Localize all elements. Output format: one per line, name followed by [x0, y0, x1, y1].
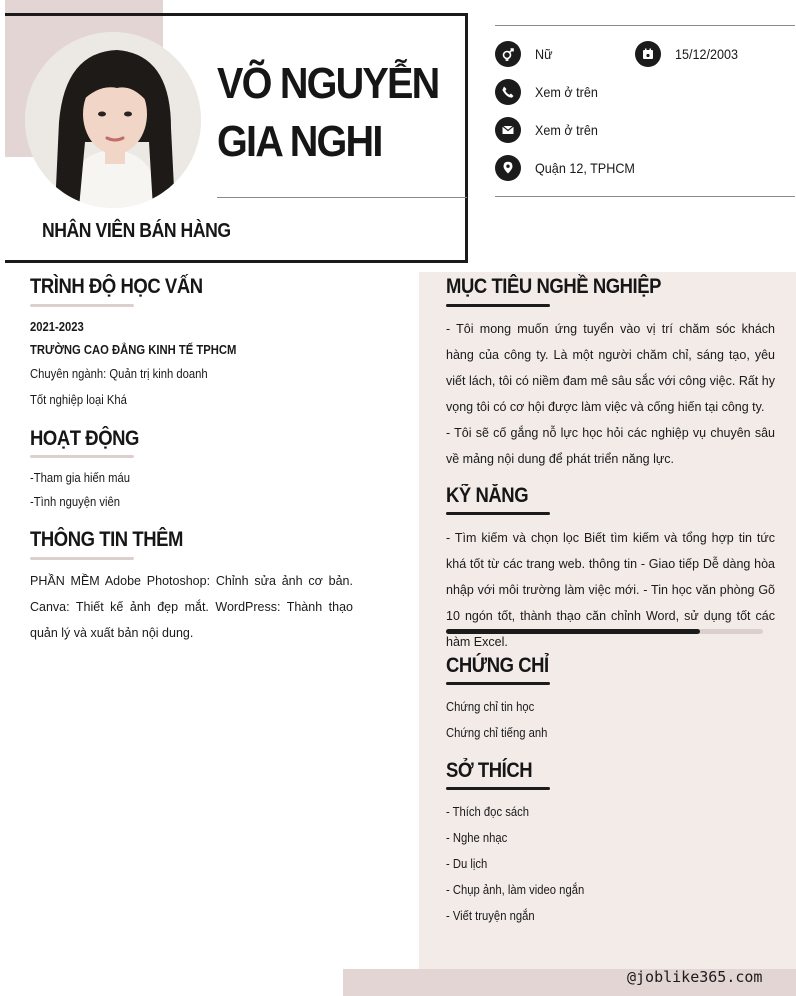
- list-item: - Du lịch: [446, 857, 488, 871]
- section-title-extra-info: THÔNG TIN THÊM: [30, 528, 183, 551]
- list-item: Chứng chỉ tin học: [446, 700, 535, 714]
- section-title-skills: KỸ NĂNG: [446, 484, 529, 507]
- section-underline: [30, 304, 134, 307]
- name-line-2: GIA NGHI: [217, 117, 382, 166]
- list-item: - Viết truyện ngắn: [446, 909, 535, 923]
- skills-text: - Tìm kiếm và chọn lọc Biết tìm kiếm và tổng hợp tin tức khá tốt từ các trang web. thông tin - Giao tiếp Dễ dàng hòa nhập với môi trường làm việc mới. - Tin học văn phòng Gõ 10 ngón tốt, thành thạo căn chỉnh Word, sử dụng tốt các hàm Excel.: [446, 531, 775, 649]
- extra-info-text: PHẦN MỀM Adobe Photoshop: Chỉnh sửa ảnh cơ bản. Canva: Thiết kế ảnh đẹp mắt. WordPress: Thành thạo quản lý và xuất bản nội dung.: [30, 574, 353, 640]
- section-underline: [446, 682, 550, 685]
- address-value: Quận 12, TPHCM: [535, 160, 635, 176]
- birthday-value: 15/12/2003: [675, 46, 739, 62]
- education-years: 2021-2023: [30, 320, 84, 334]
- portrait-image: [25, 32, 201, 208]
- phone-value: Xem ở trên: [535, 84, 598, 100]
- location-icon: [495, 155, 521, 181]
- divider: [495, 196, 795, 197]
- list-item: - Chụp ảnh, làm video ngắn: [446, 883, 585, 897]
- list-item: Chứng chỉ tiếng anh: [446, 726, 548, 740]
- section-title-education: TRÌNH ĐỘ HỌC VẤN: [30, 275, 203, 298]
- objective-paragraph-2: - Tôi sẽ cố gắng nỗ lực học hỏi các nghiệp vụ chuyên sâu về mảng nội dung để phát triển năng lực.: [446, 426, 775, 466]
- footer-watermark: @joblike365.com: [627, 968, 763, 986]
- gender-value: Nữ: [535, 46, 553, 62]
- section-underline: [30, 455, 134, 458]
- phone-icon: [495, 79, 521, 105]
- gender-icon: [495, 41, 521, 67]
- list-item: - Nghe nhạc: [446, 831, 508, 845]
- divider: [217, 197, 467, 198]
- calendar-icon: [635, 41, 661, 67]
- list-item: -Tham gia hiến máu: [30, 471, 131, 485]
- list-item: -Tình nguyện viên: [30, 495, 121, 509]
- name-line-1: VÕ NGUYỄN: [217, 59, 439, 108]
- objective-paragraph-1: - Tôi mong muốn ứng tuyển vào vị trí chăm sóc khách hàng của công ty. Là một người chăm chỉ, sáng tạo, yêu viết lách, tôi có niềm đam mê sâu sắc với công việc. Rất hy vọng tôi có cơ hội được làm việc và cống hiến tại công ty.: [446, 322, 775, 414]
- section-underline: [30, 557, 134, 560]
- section-title-objective: MỤC TIÊU NGHỀ NGHIỆP: [446, 275, 662, 298]
- email-icon: [495, 117, 521, 143]
- list-item: - Thích đọc sách: [446, 805, 529, 819]
- education-grade: Tốt nghiệp loại Khá: [30, 393, 127, 407]
- section-title-activities: HOẠT ĐỘNG: [30, 427, 139, 450]
- divider: [495, 25, 795, 26]
- candidate-name: [217, 55, 438, 171]
- job-title: NHÂN VIÊN BÁN HÀNG: [42, 220, 231, 242]
- section-title-certificates: CHỨNG CHỈ: [446, 654, 549, 677]
- section-title-hobbies: SỞ THÍCH: [446, 759, 533, 782]
- section-underline: [446, 787, 550, 790]
- email-value: Xem ở trên: [535, 122, 598, 138]
- avatar: [25, 32, 201, 208]
- section-underline: [446, 512, 550, 515]
- education-major: Chuyên ngành: Quản trị kinh doanh: [30, 367, 208, 381]
- section-underline: [446, 304, 550, 307]
- skill-level-bar: [446, 629, 763, 634]
- education-school: TRƯỜNG CAO ĐẲNG KINH TẾ TPHCM: [30, 343, 237, 357]
- skill-level-fill: [446, 629, 700, 634]
